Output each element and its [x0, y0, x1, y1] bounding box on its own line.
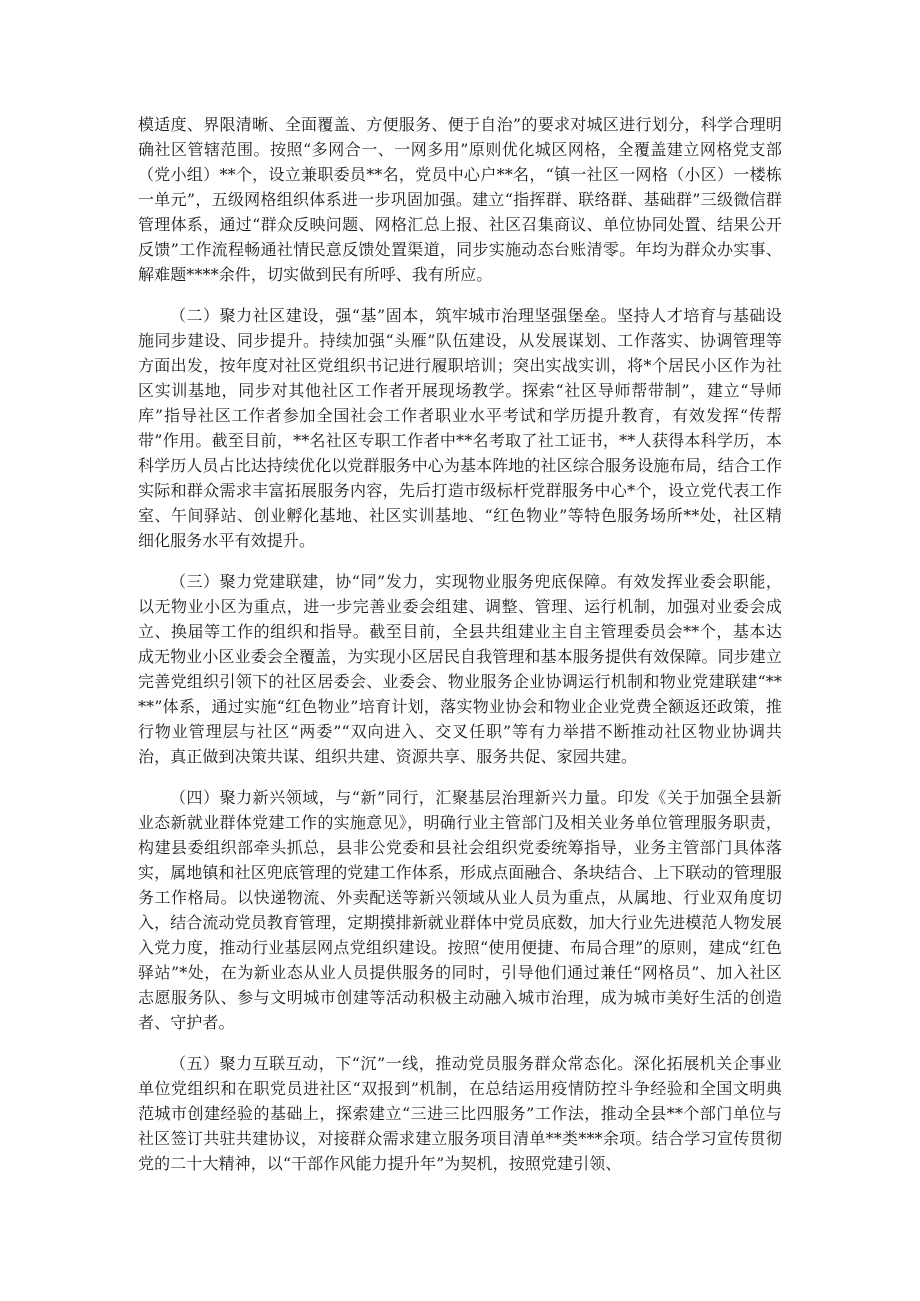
paragraph-new-fields: （四）聚力新兴领域，与“新”同行，汇聚基层治理新兴力量。印发《关于加强全县新业态新就业群体党建工作的实施意见》，明确行业主管部门及相关业务单位管理服务职责，构建县委组织部牵头抓总，县非公党委和县社会组织党委统筹指导，业务主管部门具体落实，属地镇和社区兜底管理的党建工作体系，形成点面融合、条块结合、上下联动的管理服务工作格局。以快递物流、外卖配送等新兴领域从业人员为重点，从属地、行业双角度切入，结合流动党员教育管理，定期摸排新就业群体中党员底数，加大行业先进模范人物发展入党力度，推动行业基层网点党组织建设。按照“使用便捷、布局合理”的原则，建成“红色驿站”*处，在为新业态从业人员提供服务的同时，引导他们通过兼任“网格员”、加入社区志愿服务队、参与文明城市创建等活动积极主动融入城市治理，成为城市美好生活的创造者、守护者。 [138, 788, 783, 1032]
paragraph-community-building: （二）聚力社区建设，强“基”固本，筑牢城市治理坚强堡垒。坚持人才培育与基础设施同步建设、同步提升。持续加强“头雁”队伍建设，从发展谋划、工作落实、协调管理等方面出发，按年度对社区党组织书记进行履职培训；突出实战实训，将*个居民小区作为社区实训基地，同步对其他社区工作者开展现场教学。探索“社区导师帮带制”，建立“导师库”指导社区工作者参加全国社会工作者职业水平考试和学历提升教育，有效发挥“传帮带”作用。截至目前，**名社区专职工作者中**名考取了社工证书，**人获得本科学历，本科学历人员占比达持续优化以党群服务中心为基本阵地的社区综合服务设施布局，结合工作实际和群众需求丰富拓展服务内容，先后打造市级标杆党群服务中心*个，设立党代表工作室、午间驿站、创业孵化基地、社区实训基地、“红色物业”等特色服务场所**处，社区精细化服务水平有效提升。 [138, 306, 783, 550]
paragraph-party-joint-building: （三）聚力党建联建，协“同”发力，实现物业服务兜底保障。有效发挥业委会职能，以无物业小区为重点，进一步完善业委会组建、调整、管理、运行机制，加强对业委会成立、换届等工作的组织和指导。截至目前，全县共组建业主自主管理委员会**个，基本达成无物业小区业委会全覆盖，为实现小区居民自我管理和基本服务提供有效保障。同步建立完善党组织引领下的社区居委会、业委会、物业服务企业协调运行机制和物业党建联建“****”体系，通过实施“红色物业”培育计划，落实物业协会和物业企业党费全额返还政策，推行物业管理层与社区“两委”“双向进入、交叉任职”等有力举措不断推动社区物业协调共治，真正做到决策共谋、组织共建、资源共享、服务共促、家园共建。 [138, 572, 783, 766]
document-body [138, 112, 782, 1192]
paragraph-interaction: （五）聚力互联互动，下“沉”一线，推动党员服务群众常态化。深化拓展机关企事业单位党组织和在职党员进社区“双报到”机制，在总结运用疫情防控斗争经验和全国文明典范城市创建经验的基础上，探索建立“三进三比四服务”工作法，推动全县**个部门单位与社区签订共驻共建协议，对接群众需求建立服务项目清单**类***余项。结合学习宣传贯彻党的二十大精神，以“干部作风能力提升年”为契机，按照党建引领、 [138, 1054, 782, 1173]
paragraph-grid-management: 模适度、界限清晰、全面覆盖、方便服务、便于自治”的要求对城区进行划分，科学合理明确社区管辖范围。按照“多网合一、一网多用”原则优化城区网格，全覆盖建立网格党支部（党小组）**个，设立兼职委员**名，党员中心户**名，“镇一社区一网格（小区）一楼栋一单元”，五级网格组织体系进一步巩固加强。建立“指挥群、联络群、基础群”三级微信群管理体系，通过“群众反映问题、网格汇总上报、社区召集商议、单位协同处置、结果公开反馈”工作流程畅通社情民意反馈处置渠道，同步实施动态台账清零。年均为群众办实事、解难题****余件，切实做到民有所呼、我有所应。 [138, 115, 782, 284]
